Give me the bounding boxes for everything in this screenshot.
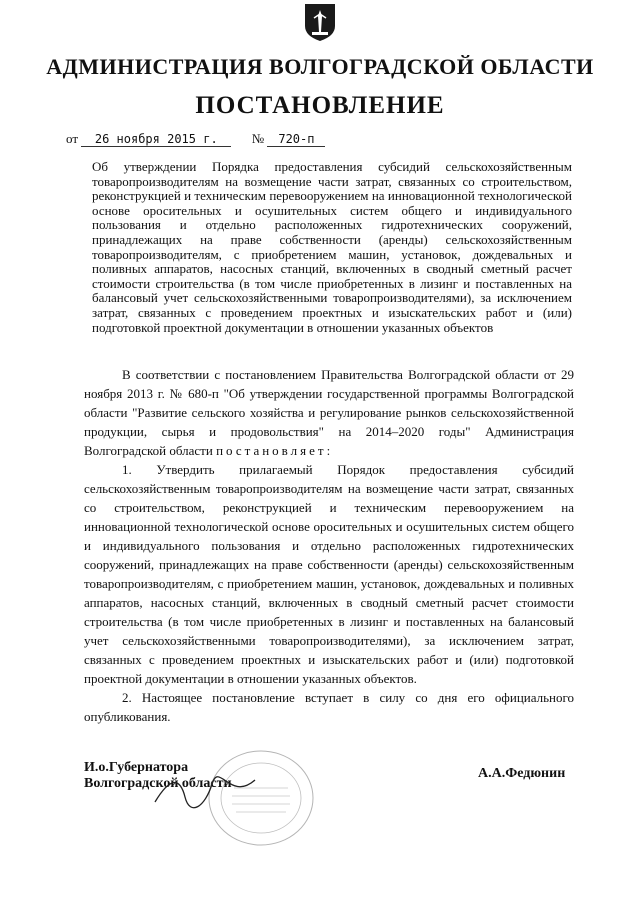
signer-position-line2: Волгоградской области [84,776,232,791]
signer-position-line1: И.о.Губернатора [84,760,189,775]
date-label: от [66,131,79,146]
number-label: № [251,131,265,146]
date-number-line [66,131,325,147]
document-date: 26 ноября 2015 г. [81,132,231,147]
organization-title: АДМИНИСТРАЦИЯ ВОЛГОГРАДСКОЙ ОБЛАСТИ [46,54,594,79]
preamble-paragraph [84,365,574,460]
document-subject: Об утверждении Порядка предоставления субсидий сельскохозяйственным товаропроизводителям на возмещение части затрат, связанных со строительством, реконструкцией и техническим перевооружением на инновационной технологической основе оросительных и осушительных систем общего и индивидуального пользования и отдельно расположенных гидротехнических сооружений, принадлежащих на праве собственности (аренды) сельскохозяйственным товаропроизводителям, с приобретением машин, установок, дождевальных и поливных аппаратов, насосных станций, включенных в сводный сметный расчет стоимости строительства (в том числе приобретенных в лизинг и поставленных на балансовый учет сельскохозяйственными товаропроизводителями), за исключением затрат, связанных с проведением проектных и изыскательских работ и (или) подготовкой проектной документации в отношении указанных объектов [92,159,572,335]
document-number: 720-п [267,132,325,147]
clause-2: 2. Настоящее постановление вступает в силу со дня его официального опубликования. [84,690,574,724]
signer-name: А.А.Федюнин [478,766,566,781]
document-type: ПОСТАНОВЛЕНИЕ [195,92,445,119]
clause-1: 1. Утвердить прилагаемый Порядок предоставления субсидий сельскохозяйственным товаропроизводителям на возмещение части затрат, связанных со строительством, реконструкцией и техническим перевооружением на инновационной технологической основе оросительных и осушительных систем общего и индивидуального пользования и отдельно расположенных гидротехнических сооружений, принадлежащих на праве собственности (аренды) сельскохозяйственным товаропроизводителям, с приобретением машин, установок, дождевальных и поливных аппаратов, насосных станций, включенных в сводный сметный расчет стоимости строительства (в том числе приобретенных в лизинг и поставленных на балансовый учет сельскохозяйственными товаропроизводителями), за исключением затрат, связанных с проведением проектных и изыскательских работ и (или) подготовкой проектной документации в отношении указанных объектов. [84,462,574,686]
coat-of-arms-icon [302,2,338,42]
document-body [84,365,574,726]
decree-word: постановляет: [216,443,334,458]
preamble-text: В соответствии с постановлением Правительства Волгоградской области от 29 ноября 2013 г. № 680-п "Об утверждении государственной программы Волгоградской области "Развитие сельского хозяйства и регулирование рынков сельскохозяйственной продукции, сырья и продовольствия" на 2014–2020 годы" Администрация Волгоградской области [84,367,574,458]
handwritten-signature-icon [150,772,260,812]
